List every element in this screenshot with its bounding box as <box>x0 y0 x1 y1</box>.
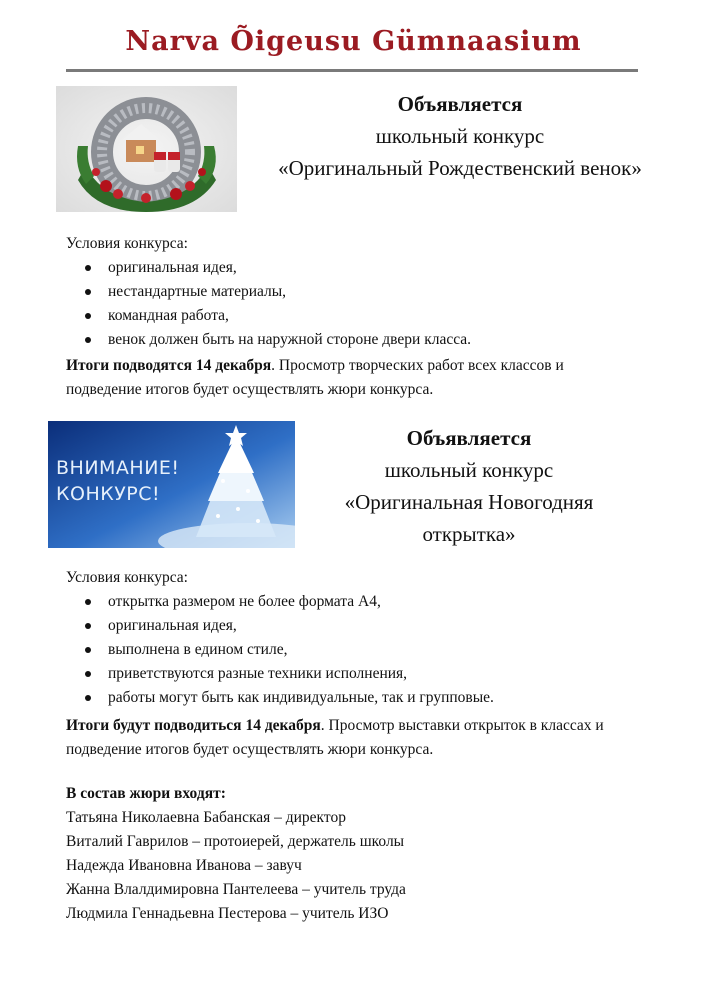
christmas-wreath-image <box>56 86 237 212</box>
contest2-results-text: . Просмотр выставки открыток в классах и подведение итогов будет осуществлять жюри конкурса. <box>66 717 604 758</box>
list-item: нестандартные материалы, <box>66 280 666 304</box>
jury-member: Татьяна Николаевна Бабанская – директор <box>66 809 346 826</box>
contest2-heading-line4: открытка» <box>422 522 516 546</box>
banner-text <box>56 455 180 507</box>
contest2-conditions-list <box>66 590 666 710</box>
contest2-heading-line1: Объявляется <box>406 426 532 450</box>
jury-member: Людмила Геннадьевна Пестерова – учитель ИЗО <box>66 905 389 922</box>
contest1-results <box>66 354 626 402</box>
contest2-heading <box>300 422 638 550</box>
contest2-heading-line3: «Оригинальная Новогодняя <box>344 490 594 514</box>
school-name-logo: Narva Õigeusu Gümnaasium <box>125 26 582 57</box>
contest1-results-date: Итоги подводятся 14 декабря <box>66 357 272 374</box>
jury-title: В состав жюри входят: <box>66 785 226 802</box>
list-item: оригинальная идея, <box>66 614 666 638</box>
list-item: приветствуются разные техники исполнения, <box>66 662 666 686</box>
contest1-conditions-label: Условия конкурса: <box>66 235 188 252</box>
header-divider <box>66 69 638 72</box>
contest1-heading-line2: школьный конкурс <box>375 124 545 148</box>
contest1-heading-line3: «Оригинальный Рождественский венок» <box>278 156 642 180</box>
contest1-conditions-list <box>66 256 666 352</box>
jury-member: Жанна Влалдимировна Пантелеева – учитель труда <box>66 881 406 898</box>
contest2-conditions-label: Условия конкурса: <box>66 569 188 586</box>
contest-banner-image <box>48 421 295 548</box>
banner-line2: КОНКУРС! <box>56 483 161 505</box>
list-item: венок должен быть на наружной стороне двери класса. <box>66 328 666 352</box>
banner-line1: ВНИМАНИЕ! <box>56 457 180 479</box>
contest2-results <box>66 714 606 762</box>
contest1-results-text: . Просмотр творческих работ всех классов и подведение итогов будет осуществлять жюри конкурса. <box>66 357 564 398</box>
jury-member: Виталий Гаврилов – протоиерей, держатель школы <box>66 833 405 850</box>
list-item: открытка размером не более формата А4, <box>66 590 666 614</box>
jury-section <box>66 782 666 926</box>
jury-member: Надежда Ивановна Иванова – завуч <box>66 857 302 874</box>
contest2-heading-line2: школьный конкурс <box>384 458 554 482</box>
list-item: работы могут быть как индивидуальные, так и групповые. <box>66 686 666 710</box>
contest1-heading <box>240 88 680 184</box>
contest2-results-date: Итоги будут подводиться 14 декабря <box>66 717 321 734</box>
list-item: выполнена в едином стиле, <box>66 638 666 662</box>
list-item: командная работа, <box>66 304 666 328</box>
list-item: оригинальная идея, <box>66 256 666 280</box>
contest1-heading-line1: Объявляется <box>397 92 523 116</box>
